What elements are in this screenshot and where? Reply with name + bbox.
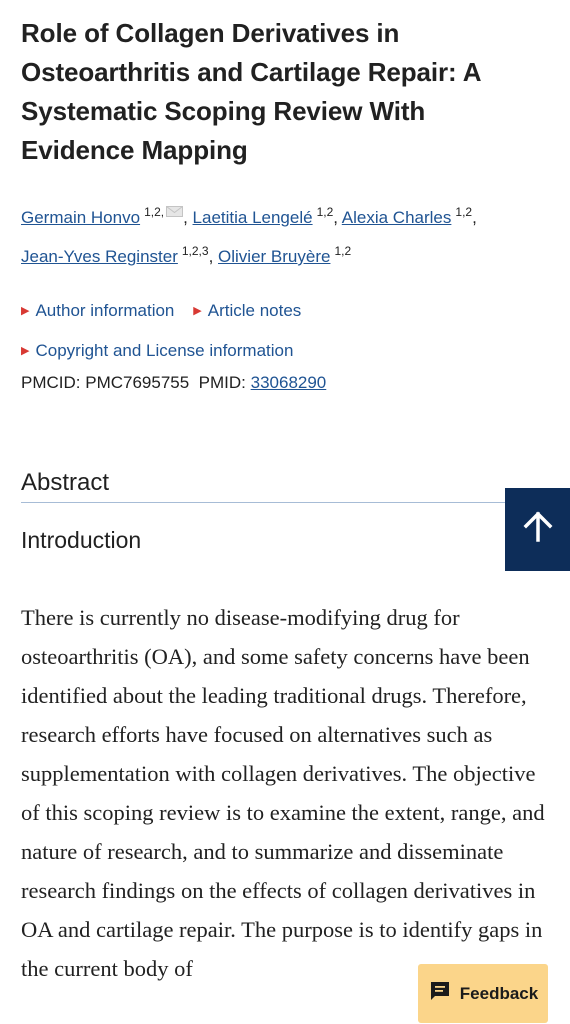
toggle-label: Article notes bbox=[207, 301, 302, 320]
author-affiliation: 1,2 bbox=[334, 244, 352, 259]
triangle-right-icon: ▶ bbox=[21, 305, 30, 317]
feedback-label: Feedback bbox=[459, 983, 539, 1003]
mail-icon[interactable] bbox=[166, 192, 183, 203]
pmcid-label: PMCID: bbox=[21, 373, 81, 392]
chat-bubble-icon bbox=[428, 979, 452, 1008]
article-info-toggles bbox=[21, 291, 301, 371]
author-link[interactable]: Olivier Bruyère bbox=[218, 247, 331, 266]
pmcid-value: PMC7695755 bbox=[85, 373, 190, 392]
triangle-right-icon: ▶ bbox=[21, 345, 30, 357]
author-information-toggle[interactable] bbox=[21, 301, 174, 320]
author-link[interactable]: Alexia Charles bbox=[341, 208, 452, 227]
author-link[interactable]: Laetitia Lengelé bbox=[192, 208, 313, 227]
toggle-label: Author information bbox=[35, 301, 175, 320]
author-link[interactable]: Jean-Yves Reginster bbox=[21, 247, 178, 266]
arrow-up-icon bbox=[521, 510, 555, 549]
article-identifiers bbox=[21, 369, 326, 397]
pmid-label: PMID: bbox=[198, 373, 246, 392]
article-notes-toggle[interactable] bbox=[193, 301, 301, 320]
author-link[interactable]: Germain Honvo bbox=[21, 208, 141, 227]
toggle-label: Copyright and License information bbox=[35, 341, 294, 360]
triangle-right-icon: ▶ bbox=[193, 305, 202, 317]
author-affiliation: 1,2,3 bbox=[181, 244, 209, 259]
introduction-heading: Introduction bbox=[21, 527, 142, 553]
author-affiliation: 1,2 bbox=[455, 205, 473, 220]
author-list: Germain Honvo $^{1,2,}$ , Laetitia Lengelé $^{1,2}$, Alexia Charles $^{1,2}$, Jean-Yves Reginster $^{1,2,3}$, Olivier Bruyère $^{1,2}$ bbox=[21, 192, 549, 276]
scroll-to-top-button[interactable] bbox=[505, 488, 570, 571]
copyright-toggle[interactable] bbox=[21, 341, 293, 360]
abstract-heading: Abstract bbox=[21, 466, 549, 503]
article-title: Role of Collagen Derivatives in Osteoarthritis and Cartilage Repair: A Systematic Scoping Review With Evidence Mapping bbox=[21, 18, 481, 165]
abstract-paragraph: There is currently no disease-modifying drug for osteoarthritis (OA), and some safety concerns have been identified about the leading traditional drugs. Therefore, research efforts have focused on alternatives such as supplementation with collagen derivatives. The objective of this scoping review is to examine the extent, range, and nature of research, and to summarize and disseminate research findings on the effects of collagen derivatives in OA and cartilage repair. The purpose is to identify gaps in the current body of bbox=[21, 605, 545, 981]
author-affiliation: 1,2 bbox=[316, 205, 334, 220]
author-affiliation: 1,2, bbox=[144, 205, 165, 220]
feedback-button[interactable] bbox=[418, 964, 548, 1023]
pmid-link[interactable]: 33068290 bbox=[250, 373, 327, 392]
